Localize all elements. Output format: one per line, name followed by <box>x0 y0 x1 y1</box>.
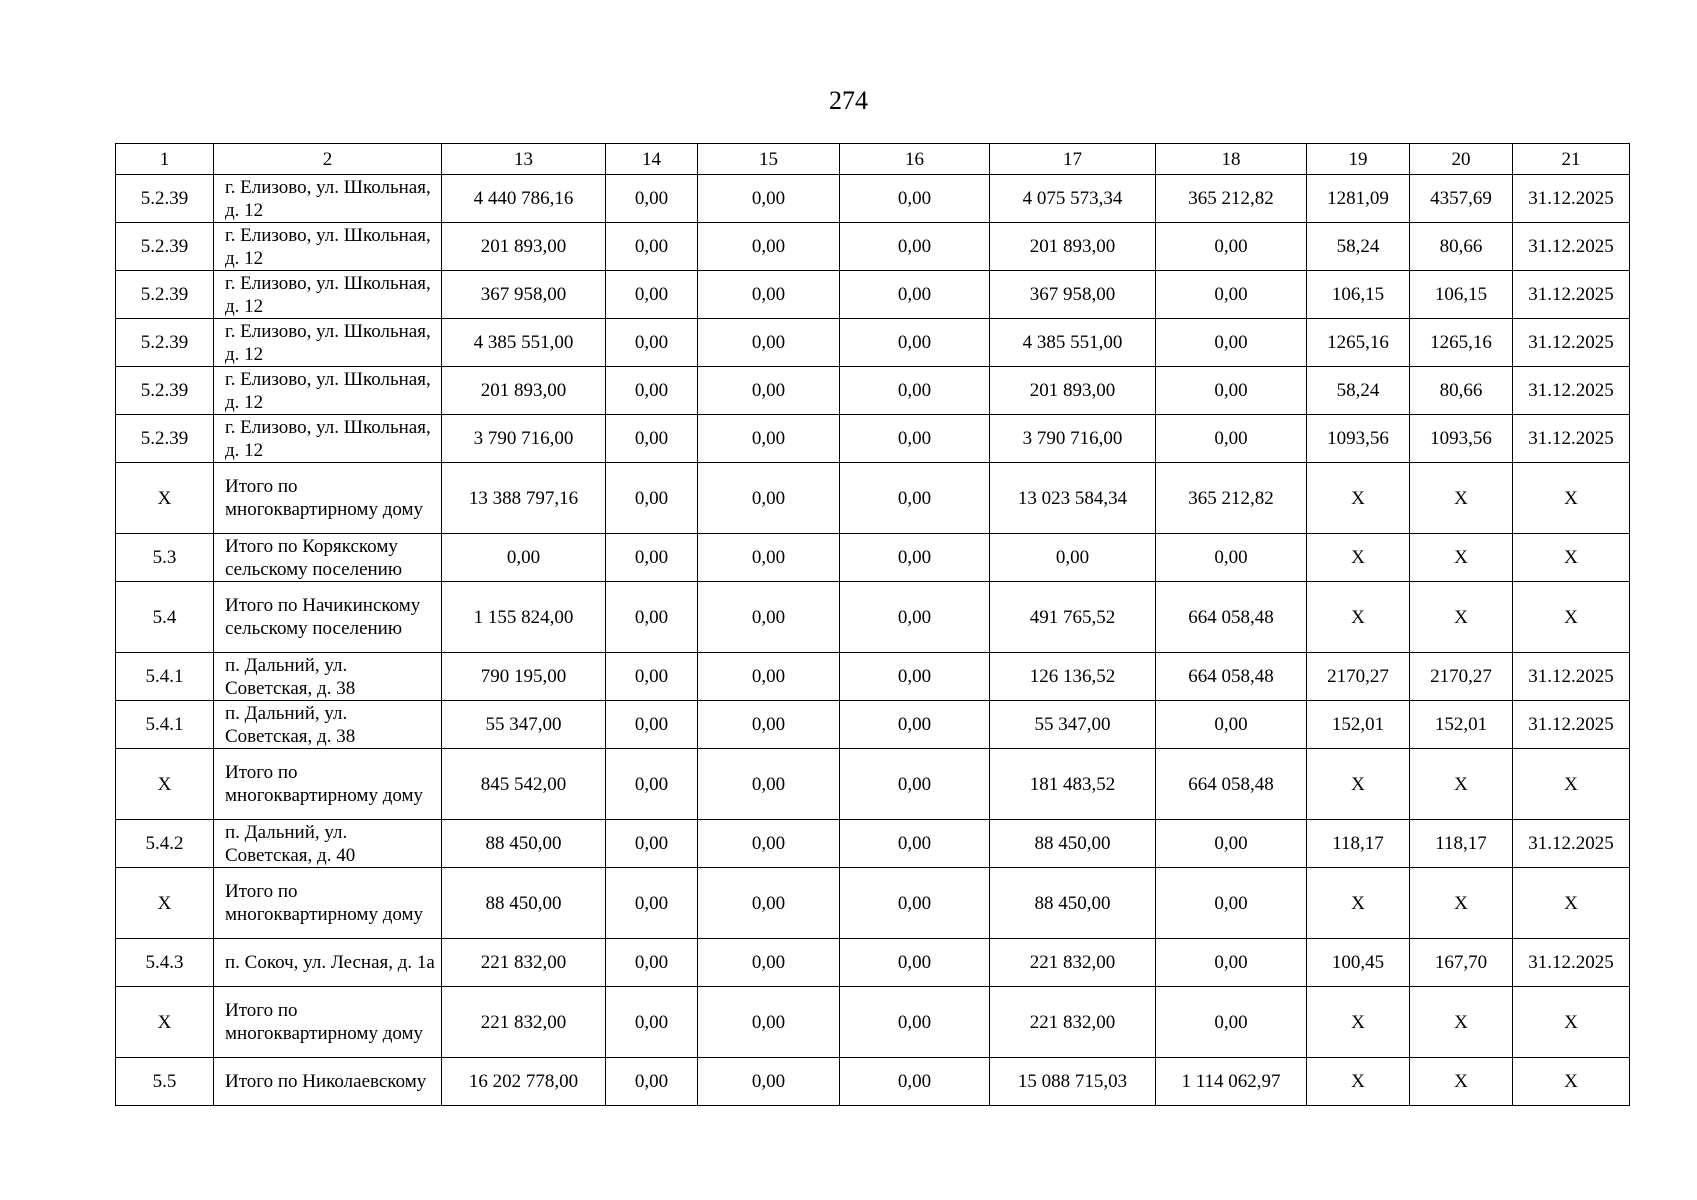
table-cell: 0,00 <box>698 223 840 271</box>
table-row <box>116 868 1630 939</box>
address-cell: г. Елизово, ул. Школьная, д. 12 <box>214 415 442 463</box>
table-cell: 367 958,00 <box>990 271 1156 319</box>
row-number-cell: 5.2.39 <box>116 319 214 367</box>
table-cell: 106,15 <box>1307 271 1410 319</box>
table-cell: 0,00 <box>840 367 990 415</box>
table-cell: 0,00 <box>606 223 698 271</box>
table-cell: 491 765,52 <box>990 582 1156 653</box>
table-cell: 201 893,00 <box>442 223 606 271</box>
table-cell: X <box>1410 534 1513 582</box>
table-cell: 0,00 <box>840 223 990 271</box>
table-cell: 0,00 <box>1156 820 1307 868</box>
table-cell: 118,17 <box>1410 820 1513 868</box>
table-cell: X <box>1307 868 1410 939</box>
row-number-cell: 5.2.39 <box>116 223 214 271</box>
table-cell: 0,00 <box>698 367 840 415</box>
table-cell: 0,00 <box>698 1058 840 1106</box>
table-cell: 221 832,00 <box>990 939 1156 987</box>
table-cell: 1265,16 <box>1307 319 1410 367</box>
table-cell: 0,00 <box>698 701 840 749</box>
table-cell: 0,00 <box>840 319 990 367</box>
table-cell: X <box>1513 987 1630 1058</box>
address-cell: Итого по многоквартирному дому <box>214 749 442 820</box>
table-row <box>116 223 1630 271</box>
table-cell: 664 058,48 <box>1156 582 1307 653</box>
table-cell: 365 212,82 <box>1156 463 1307 534</box>
table-cell: 0,00 <box>1156 319 1307 367</box>
address-cell: Итого по многоквартирному дому <box>214 463 442 534</box>
table-row <box>116 534 1630 582</box>
table-cell: X <box>1307 534 1410 582</box>
table-cell: 201 893,00 <box>442 367 606 415</box>
table-cell: 88 450,00 <box>990 820 1156 868</box>
table-cell: 221 832,00 <box>442 939 606 987</box>
column-header: 19 <box>1307 144 1410 175</box>
table-row <box>116 1058 1630 1106</box>
table-cell: 31.12.2025 <box>1513 653 1630 701</box>
table-cell: 0,00 <box>840 820 990 868</box>
table-cell: X <box>1307 463 1410 534</box>
table-cell: 0,00 <box>606 868 698 939</box>
table-header-row <box>116 144 1630 175</box>
row-number-cell: X <box>116 868 214 939</box>
table-cell: X <box>1513 534 1630 582</box>
table-cell: 0,00 <box>840 415 990 463</box>
table-cell: 0,00 <box>840 534 990 582</box>
table-cell: 31.12.2025 <box>1513 319 1630 367</box>
table-cell: 4 440 786,16 <box>442 175 606 223</box>
address-cell: п. Сокоч, ул. Лесная, д. 1а <box>214 939 442 987</box>
table-row <box>116 463 1630 534</box>
table-cell: 1093,56 <box>1307 415 1410 463</box>
table-cell: 31.12.2025 <box>1513 820 1630 868</box>
column-header: 18 <box>1156 144 1307 175</box>
table-cell: 2170,27 <box>1307 653 1410 701</box>
table-cell: 0,00 <box>606 271 698 319</box>
table-cell: 0,00 <box>442 534 606 582</box>
table-cell: 0,00 <box>606 367 698 415</box>
table-cell: 55 347,00 <box>990 701 1156 749</box>
address-cell: п. Дальний, ул. Советская, д. 38 <box>214 653 442 701</box>
address-cell: г. Елизово, ул. Школьная, д. 12 <box>214 175 442 223</box>
address-cell: г. Елизово, ул. Школьная, д. 12 <box>214 319 442 367</box>
table-cell: X <box>1307 582 1410 653</box>
address-cell: п. Дальний, ул. Советская, д. 40 <box>214 820 442 868</box>
address-cell: Итого по Начикинскому сельскому поселению <box>214 582 442 653</box>
row-number-cell: X <box>116 749 214 820</box>
table-cell: 0,00 <box>606 1058 698 1106</box>
table-cell: 1093,56 <box>1410 415 1513 463</box>
table-cell: X <box>1410 463 1513 534</box>
table-cell: 1281,09 <box>1307 175 1410 223</box>
table-cell: 0,00 <box>990 534 1156 582</box>
column-header: 14 <box>606 144 698 175</box>
table-cell: X <box>1307 987 1410 1058</box>
table-cell: X <box>1513 582 1630 653</box>
table-cell: 0,00 <box>698 939 840 987</box>
table-cell: 0,00 <box>606 653 698 701</box>
table-row <box>116 939 1630 987</box>
row-number-cell: 5.2.39 <box>116 175 214 223</box>
table-cell: 15 088 715,03 <box>990 1058 1156 1106</box>
table-cell: 0,00 <box>840 987 990 1058</box>
column-header: 13 <box>442 144 606 175</box>
column-header: 20 <box>1410 144 1513 175</box>
page-number: 274 <box>829 86 868 115</box>
table-cell: 0,00 <box>606 582 698 653</box>
table-row <box>116 175 1630 223</box>
table-row <box>116 319 1630 367</box>
table-cell: 55 347,00 <box>442 701 606 749</box>
address-cell: г. Елизово, ул. Школьная, д. 12 <box>214 367 442 415</box>
row-number-cell: 5.4.2 <box>116 820 214 868</box>
table-cell: 0,00 <box>698 534 840 582</box>
table-cell: 80,66 <box>1410 223 1513 271</box>
table-cell: X <box>1410 582 1513 653</box>
address-cell: Итого по многоквартирному дому <box>214 987 442 1058</box>
column-header: 15 <box>698 144 840 175</box>
table-cell: 118,17 <box>1307 820 1410 868</box>
table-cell: 201 893,00 <box>990 367 1156 415</box>
address-cell: Итого по многоквартирному дому <box>214 868 442 939</box>
row-number-cell: 5.5 <box>116 1058 214 1106</box>
table-cell: 4 385 551,00 <box>990 319 1156 367</box>
table-cell: X <box>1513 868 1630 939</box>
table-cell: 0,00 <box>1156 415 1307 463</box>
table-cell: 0,00 <box>606 701 698 749</box>
table-row <box>116 653 1630 701</box>
table-cell: X <box>1410 868 1513 939</box>
table-row <box>116 749 1630 820</box>
table-cell: 2170,27 <box>1410 653 1513 701</box>
row-number-cell: 5.4.3 <box>116 939 214 987</box>
table-cell: 0,00 <box>1156 223 1307 271</box>
table-cell: X <box>1410 1058 1513 1106</box>
row-number-cell: 5.3 <box>116 534 214 582</box>
table-cell: 664 058,48 <box>1156 653 1307 701</box>
table-cell: 0,00 <box>606 987 698 1058</box>
address-cell: г. Елизово, ул. Школьная, д. 12 <box>214 271 442 319</box>
table-cell: 0,00 <box>840 463 990 534</box>
row-number-cell: X <box>116 463 214 534</box>
address-cell: г. Елизово, ул. Школьная, д. 12 <box>214 223 442 271</box>
table-cell: 152,01 <box>1410 701 1513 749</box>
data-table <box>115 143 1630 1106</box>
table-cell: 13 388 797,16 <box>442 463 606 534</box>
table-cell: 0,00 <box>840 175 990 223</box>
table-cell: X <box>1410 987 1513 1058</box>
table-cell: 0,00 <box>698 463 840 534</box>
table-cell: 0,00 <box>840 271 990 319</box>
table-cell: 0,00 <box>606 415 698 463</box>
table-cell: 0,00 <box>606 939 698 987</box>
table-cell: X <box>1307 1058 1410 1106</box>
table-cell: 16 202 778,00 <box>442 1058 606 1106</box>
table-cell: 126 136,52 <box>990 653 1156 701</box>
table-cell: 0,00 <box>698 653 840 701</box>
row-number-cell: 5.4.1 <box>116 701 214 749</box>
table-cell: 0,00 <box>606 749 698 820</box>
table-cell: 0,00 <box>606 175 698 223</box>
table-cell: 1 114 062,97 <box>1156 1058 1307 1106</box>
address-cell: Итого по Корякскому сельскому поселению <box>214 534 442 582</box>
table-cell: 0,00 <box>698 319 840 367</box>
row-number-cell: 5.4.1 <box>116 653 214 701</box>
table-cell: 31.12.2025 <box>1513 415 1630 463</box>
table-cell: 0,00 <box>698 582 840 653</box>
table-cell: 0,00 <box>840 1058 990 1106</box>
row-number-cell: 5.4 <box>116 582 214 653</box>
column-header: 21 <box>1513 144 1630 175</box>
table-cell: 201 893,00 <box>990 223 1156 271</box>
table-cell: 152,01 <box>1307 701 1410 749</box>
table-cell: 58,24 <box>1307 223 1410 271</box>
table-cell: 31.12.2025 <box>1513 223 1630 271</box>
table-cell: 0,00 <box>606 463 698 534</box>
table-cell: 3 790 716,00 <box>990 415 1156 463</box>
table-cell: X <box>1513 463 1630 534</box>
table-cell: 0,00 <box>840 868 990 939</box>
table-cell: 80,66 <box>1410 367 1513 415</box>
column-header: 2 <box>214 144 442 175</box>
table-cell: 4357,69 <box>1410 175 1513 223</box>
row-number-cell: 5.2.39 <box>116 271 214 319</box>
table-cell: 88 450,00 <box>990 868 1156 939</box>
table-row <box>116 271 1630 319</box>
table-row <box>116 701 1630 749</box>
table-cell: 0,00 <box>1156 868 1307 939</box>
table-cell: 100,45 <box>1307 939 1410 987</box>
table-cell: 0,00 <box>606 820 698 868</box>
table-cell: 31.12.2025 <box>1513 271 1630 319</box>
table-cell: 4 385 551,00 <box>442 319 606 367</box>
row-number-cell: 5.2.39 <box>116 415 214 463</box>
table-row <box>116 582 1630 653</box>
table-cell: 0,00 <box>1156 987 1307 1058</box>
table-row <box>116 415 1630 463</box>
table-cell: 221 832,00 <box>442 987 606 1058</box>
table-cell: X <box>1513 749 1630 820</box>
table-cell: 0,00 <box>840 939 990 987</box>
table-cell: 664 058,48 <box>1156 749 1307 820</box>
table-cell: 0,00 <box>1156 271 1307 319</box>
table-cell: 4 075 573,34 <box>990 175 1156 223</box>
table-cell: X <box>1307 749 1410 820</box>
table-cell: 0,00 <box>698 175 840 223</box>
row-number-cell: 5.2.39 <box>116 367 214 415</box>
table-cell: 0,00 <box>840 701 990 749</box>
table-cell: 367 958,00 <box>442 271 606 319</box>
table-cell: 0,00 <box>606 534 698 582</box>
table-cell: 0,00 <box>1156 534 1307 582</box>
table-cell: 88 450,00 <box>442 868 606 939</box>
column-header: 17 <box>990 144 1156 175</box>
column-header: 1 <box>116 144 214 175</box>
table-cell: 31.12.2025 <box>1513 939 1630 987</box>
table-cell: 106,15 <box>1410 271 1513 319</box>
table-cell: 181 483,52 <box>990 749 1156 820</box>
table-cell: X <box>1410 749 1513 820</box>
table-cell: 0,00 <box>1156 939 1307 987</box>
table-cell: 0,00 <box>840 582 990 653</box>
table-cell: X <box>1513 1058 1630 1106</box>
table-cell: 1 155 824,00 <box>442 582 606 653</box>
table-cell: 88 450,00 <box>442 820 606 868</box>
table-cell: 0,00 <box>840 653 990 701</box>
table-cell: 790 195,00 <box>442 653 606 701</box>
table-cell: 0,00 <box>698 987 840 1058</box>
table-cell: 13 023 584,34 <box>990 463 1156 534</box>
column-header: 16 <box>840 144 990 175</box>
table-body <box>116 144 1630 1106</box>
row-number-cell: X <box>116 987 214 1058</box>
table-cell: 0,00 <box>698 415 840 463</box>
table-cell: 0,00 <box>840 749 990 820</box>
table-cell: 3 790 716,00 <box>442 415 606 463</box>
table-cell: 0,00 <box>698 749 840 820</box>
table-row <box>116 820 1630 868</box>
table-cell: 31.12.2025 <box>1513 367 1630 415</box>
table-cell: 0,00 <box>698 271 840 319</box>
table-cell: 845 542,00 <box>442 749 606 820</box>
table-cell: 58,24 <box>1307 367 1410 415</box>
table-cell: 221 832,00 <box>990 987 1156 1058</box>
table-cell: 365 212,82 <box>1156 175 1307 223</box>
table-cell: 31.12.2025 <box>1513 701 1630 749</box>
table-row <box>116 367 1630 415</box>
address-cell: п. Дальний, ул. Советская, д. 38 <box>214 701 442 749</box>
address-cell: Итого по Николаевскому <box>214 1058 442 1106</box>
table-cell: 0,00 <box>698 820 840 868</box>
table-cell: 0,00 <box>606 319 698 367</box>
table-cell: 0,00 <box>1156 701 1307 749</box>
table-row <box>116 987 1630 1058</box>
table-cell: 31.12.2025 <box>1513 175 1630 223</box>
table-cell: 1265,16 <box>1410 319 1513 367</box>
table-cell: 167,70 <box>1410 939 1513 987</box>
table-cell: 0,00 <box>1156 367 1307 415</box>
table-cell: 0,00 <box>698 868 840 939</box>
